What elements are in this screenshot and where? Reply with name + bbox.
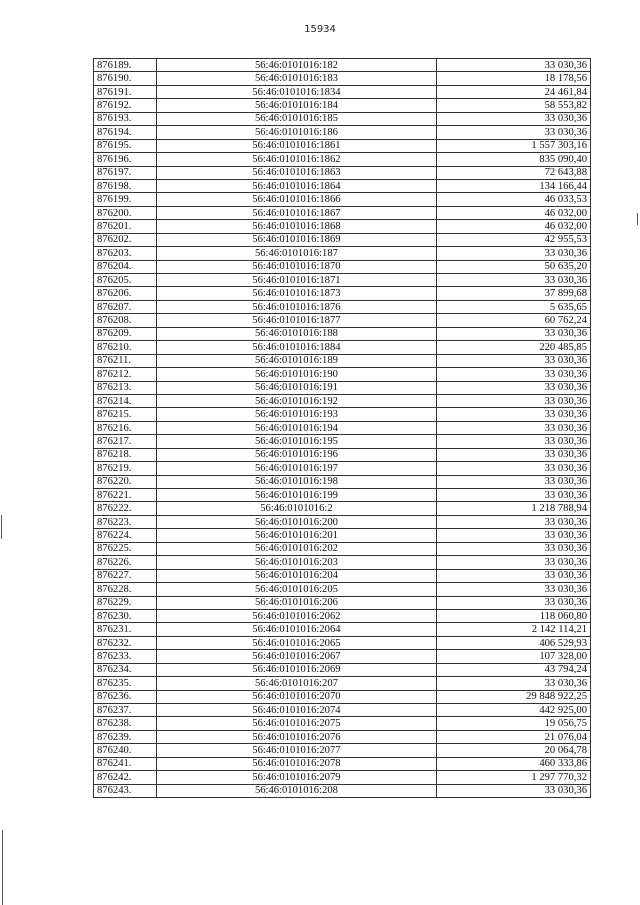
table-row [94,583,591,596]
table-row [94,179,591,192]
row-number: 876199. [94,193,157,206]
cadastral-number: 56:46:0101016:207 [156,677,436,690]
cadastral-number: 56:46:0101016:2078 [156,757,436,770]
cadastral-value: 1 557 303,16 [437,139,591,152]
cadastral-value: 33 030,36 [437,394,591,407]
cadastral-value: 72 643,88 [437,166,591,179]
cadastral-number: 56:46:0101016:1867 [156,206,436,219]
table-row [94,542,591,555]
cadastral-number: 56:46:0101016:188 [156,327,436,340]
row-number: 876195. [94,139,157,152]
cadastral-value: 18 178,56 [437,72,591,85]
row-number: 876242. [94,771,157,784]
cadastral-number: 56:46:0101016:2065 [156,636,436,649]
row-number: 876207. [94,300,157,313]
cadastral-number: 56:46:0101016:203 [156,556,436,569]
table-row [94,59,591,72]
table-row [94,166,591,179]
table-row [94,314,591,327]
cadastral-number: 56:46:0101016:2062 [156,609,436,622]
cadastral-number: 56:46:0101016:197 [156,462,436,475]
left-margin-mark [1,515,2,539]
cadastral-value: 43 794,24 [437,663,591,676]
row-number: 876225. [94,542,157,555]
cadastral-value: 20 064,78 [437,744,591,757]
cadastral-value: 134 166,44 [437,179,591,192]
cadastral-value: 33 030,36 [437,59,591,72]
row-number: 876191. [94,85,157,98]
page-number: 15934 [304,24,336,35]
row-number: 876197. [94,166,157,179]
row-number: 876189. [94,59,157,72]
cadastral-value: 24 461,84 [437,85,591,98]
cadastral-value: 33 030,36 [437,381,591,394]
cadastral-value: 50 635,20 [437,260,591,273]
row-number: 876214. [94,394,157,407]
cadastral-number: 56:46:0101016:1876 [156,300,436,313]
cadastral-value: 107 328,00 [437,650,591,663]
row-number: 876230. [94,609,157,622]
cadastral-number: 56:46:0101016:1861 [156,139,436,152]
row-number: 876226. [94,556,157,569]
table-row [94,368,591,381]
row-number: 876216. [94,421,157,434]
cadastral-value: 33 030,36 [437,529,591,542]
table-row [94,489,591,502]
cadastral-value: 60 762,24 [437,314,591,327]
table-body [94,59,591,798]
table-row [94,421,591,434]
row-number: 876223. [94,515,157,528]
cadastral-value: 33 030,36 [437,247,591,260]
cadastral-number: 56:46:0101016:2079 [156,771,436,784]
table-row [94,72,591,85]
cadastral-value: 33 030,36 [437,435,591,448]
cadastral-number: 56:46:0101016:189 [156,354,436,367]
row-number: 876232. [94,636,157,649]
cadastral-value: 21 076,04 [437,730,591,743]
cadastral-number: 56:46:0101016:2076 [156,730,436,743]
cadastral-value: 33 030,36 [437,327,591,340]
cadastral-value: 33 030,36 [437,408,591,421]
table-row [94,206,591,219]
right-margin-mark [637,213,638,225]
cadastral-value-table [93,58,591,798]
cadastral-number: 56:46:0101016:199 [156,489,436,502]
table-row [94,663,591,676]
cadastral-number: 56:46:0101016:1866 [156,193,436,206]
cadastral-value: 46 033,53 [437,193,591,206]
row-number: 876202. [94,233,157,246]
table-row [94,327,591,340]
cadastral-value: 37 899,68 [437,287,591,300]
table-row [94,153,591,166]
table-row [94,260,591,273]
table-row [94,233,591,246]
row-number: 876209. [94,327,157,340]
cadastral-number: 56:46:0101016:1871 [156,274,436,287]
table-row [94,394,591,407]
table-row [94,636,591,649]
cadastral-number: 56:46:0101016:1863 [156,166,436,179]
cadastral-value: 33 030,36 [437,448,591,461]
cadastral-value: 33 030,36 [437,583,591,596]
table-row [94,139,591,152]
cadastral-number: 56:46:0101016:206 [156,596,436,609]
row-number: 876241. [94,757,157,770]
cadastral-value: 33 030,36 [437,354,591,367]
row-number: 876219. [94,462,157,475]
row-number: 876203. [94,247,157,260]
row-number: 876190. [94,72,157,85]
cadastral-number: 56:46:0101016:202 [156,542,436,555]
table-row [94,112,591,125]
row-number: 876213. [94,381,157,394]
table-row [94,287,591,300]
row-number: 876243. [94,784,157,797]
cadastral-number: 56:46:0101016:198 [156,475,436,488]
row-number: 876217. [94,435,157,448]
cadastral-number: 56:46:0101016:205 [156,583,436,596]
cadastral-value: 33 030,36 [437,596,591,609]
table-row [94,744,591,757]
table-row [94,300,591,313]
cadastral-value: 5 635,65 [437,300,591,313]
table-row [94,609,591,622]
table-row [94,784,591,797]
row-number: 876210. [94,341,157,354]
cadastral-value: 33 030,36 [437,784,591,797]
cadastral-value: 42 955,53 [437,233,591,246]
cadastral-number: 56:46:0101016:1873 [156,287,436,300]
cadastral-number: 56:46:0101016:2067 [156,650,436,663]
cadastral-value: 220 485,85 [437,341,591,354]
cadastral-number: 56:46:0101016:196 [156,448,436,461]
table-row [94,529,591,542]
cadastral-number: 56:46:0101016:185 [156,112,436,125]
cadastral-number: 56:46:0101016:2064 [156,623,436,636]
cadastral-value: 33 030,36 [437,368,591,381]
cadastral-value: 29 848 922,25 [437,690,591,703]
cadastral-number: 56:46:0101016:184 [156,99,436,112]
table-row [94,771,591,784]
table-row [94,408,591,421]
table-row [94,354,591,367]
cadastral-value: 406 529,93 [437,636,591,649]
row-number: 876200. [94,206,157,219]
row-number: 876222. [94,502,157,515]
cadastral-number: 56:46:0101016:1864 [156,179,436,192]
row-number: 876201. [94,220,157,233]
cadastral-value: 118 060,80 [437,609,591,622]
cadastral-number: 56:46:0101016:201 [156,529,436,542]
cadastral-value: 33 030,36 [437,542,591,555]
table-row [94,220,591,233]
cadastral-number: 56:46:0101016:192 [156,394,436,407]
row-number: 876227. [94,569,157,582]
table-row [94,274,591,287]
row-number: 876224. [94,529,157,542]
row-number: 876198. [94,179,157,192]
cadastral-value: 1 218 788,94 [437,502,591,515]
table-row [94,690,591,703]
cadastral-number: 56:46:0101016:1877 [156,314,436,327]
table-row [94,435,591,448]
table-row [94,717,591,730]
cadastral-value: 33 030,36 [437,677,591,690]
cadastral-number: 56:46:0101016:204 [156,569,436,582]
cadastral-value: 33 030,36 [437,112,591,125]
row-number: 876235. [94,677,157,690]
cadastral-number: 56:46:0101016:1868 [156,220,436,233]
cadastral-value: 46 032,00 [437,220,591,233]
table-row [94,475,591,488]
table-row [94,462,591,475]
table-row [94,757,591,770]
row-number: 876208. [94,314,157,327]
cadastral-value: 460 333,86 [437,757,591,770]
table-row [94,515,591,528]
cadastral-number: 56:46:0101016:194 [156,421,436,434]
row-number: 876234. [94,663,157,676]
cadastral-value: 33 030,36 [437,569,591,582]
row-number: 876229. [94,596,157,609]
cadastral-number: 56:46:0101016:2069 [156,663,436,676]
cadastral-number: 56:46:0101016:193 [156,408,436,421]
table-row [94,99,591,112]
row-number: 876211. [94,354,157,367]
table-row [94,596,591,609]
cadastral-value: 33 030,36 [437,515,591,528]
row-number: 876233. [94,650,157,663]
row-number: 876240. [94,744,157,757]
row-number: 876204. [94,260,157,273]
cadastral-value: 33 030,36 [437,126,591,139]
cadastral-value: 33 030,36 [437,274,591,287]
cadastral-number: 56:46:0101016:2077 [156,744,436,757]
row-number: 876193. [94,112,157,125]
row-number: 876194. [94,126,157,139]
row-number: 876192. [94,99,157,112]
table-row [94,247,591,260]
cadastral-value: 33 030,36 [437,421,591,434]
cadastral-number: 56:46:0101016:1862 [156,153,436,166]
cadastral-number: 56:46:0101016:200 [156,515,436,528]
table-row [94,569,591,582]
row-number: 876237. [94,704,157,717]
cadastral-value: 33 030,36 [437,556,591,569]
cadastral-number: 56:46:0101016:2074 [156,704,436,717]
cadastral-number: 56:46:0101016:183 [156,72,436,85]
cadastral-number: 56:46:0101016:1834 [156,85,436,98]
table-row [94,126,591,139]
row-number: 876238. [94,717,157,730]
cadastral-value: 19 056,75 [437,717,591,730]
cadastral-number: 56:46:0101016:190 [156,368,436,381]
cadastral-number: 56:46:0101016:2070 [156,690,436,703]
cadastral-value: 33 030,36 [437,462,591,475]
table-row [94,341,591,354]
cadastral-number: 56:46:0101016:182 [156,59,436,72]
table-row [94,381,591,394]
row-number: 876215. [94,408,157,421]
cadastral-number: 56:46:0101016:1870 [156,260,436,273]
table-row [94,623,591,636]
cadastral-number: 56:46:0101016:1869 [156,233,436,246]
cadastral-number: 56:46:0101016:191 [156,381,436,394]
row-number: 876221. [94,489,157,502]
cadastral-number: 56:46:0101016:195 [156,435,436,448]
left-margin-rule [2,830,3,905]
row-number: 876236. [94,690,157,703]
table-row [94,677,591,690]
cadastral-number: 56:46:0101016:187 [156,247,436,260]
table-row [94,85,591,98]
row-number: 876228. [94,583,157,596]
cadastral-value: 442 925,00 [437,704,591,717]
cadastral-value: 1 297 770,32 [437,771,591,784]
table-row [94,448,591,461]
table-row [94,650,591,663]
row-number: 876220. [94,475,157,488]
row-number: 876206. [94,287,157,300]
cadastral-value: 33 030,36 [437,489,591,502]
row-number: 876196. [94,153,157,166]
row-number: 876231. [94,623,157,636]
cadastral-number: 56:46:0101016:1884 [156,341,436,354]
cadastral-number: 56:46:0101016:2075 [156,717,436,730]
row-number: 876218. [94,448,157,461]
cadastral-value: 835 090,40 [437,153,591,166]
row-number: 876212. [94,368,157,381]
cadastral-value: 46 032,00 [437,206,591,219]
cadastral-number: 56:46:0101016:208 [156,784,436,797]
cadastral-value: 58 553,82 [437,99,591,112]
table-row [94,730,591,743]
table-row [94,502,591,515]
cadastral-value: 33 030,36 [437,475,591,488]
table-row [94,193,591,206]
row-number: 876239. [94,730,157,743]
cadastral-number: 56:46:0101016:186 [156,126,436,139]
cadastral-number: 56:46:0101016:2 [156,502,436,515]
row-number: 876205. [94,274,157,287]
table-row [94,556,591,569]
table-row [94,704,591,717]
cadastral-value: 2 142 114,21 [437,623,591,636]
